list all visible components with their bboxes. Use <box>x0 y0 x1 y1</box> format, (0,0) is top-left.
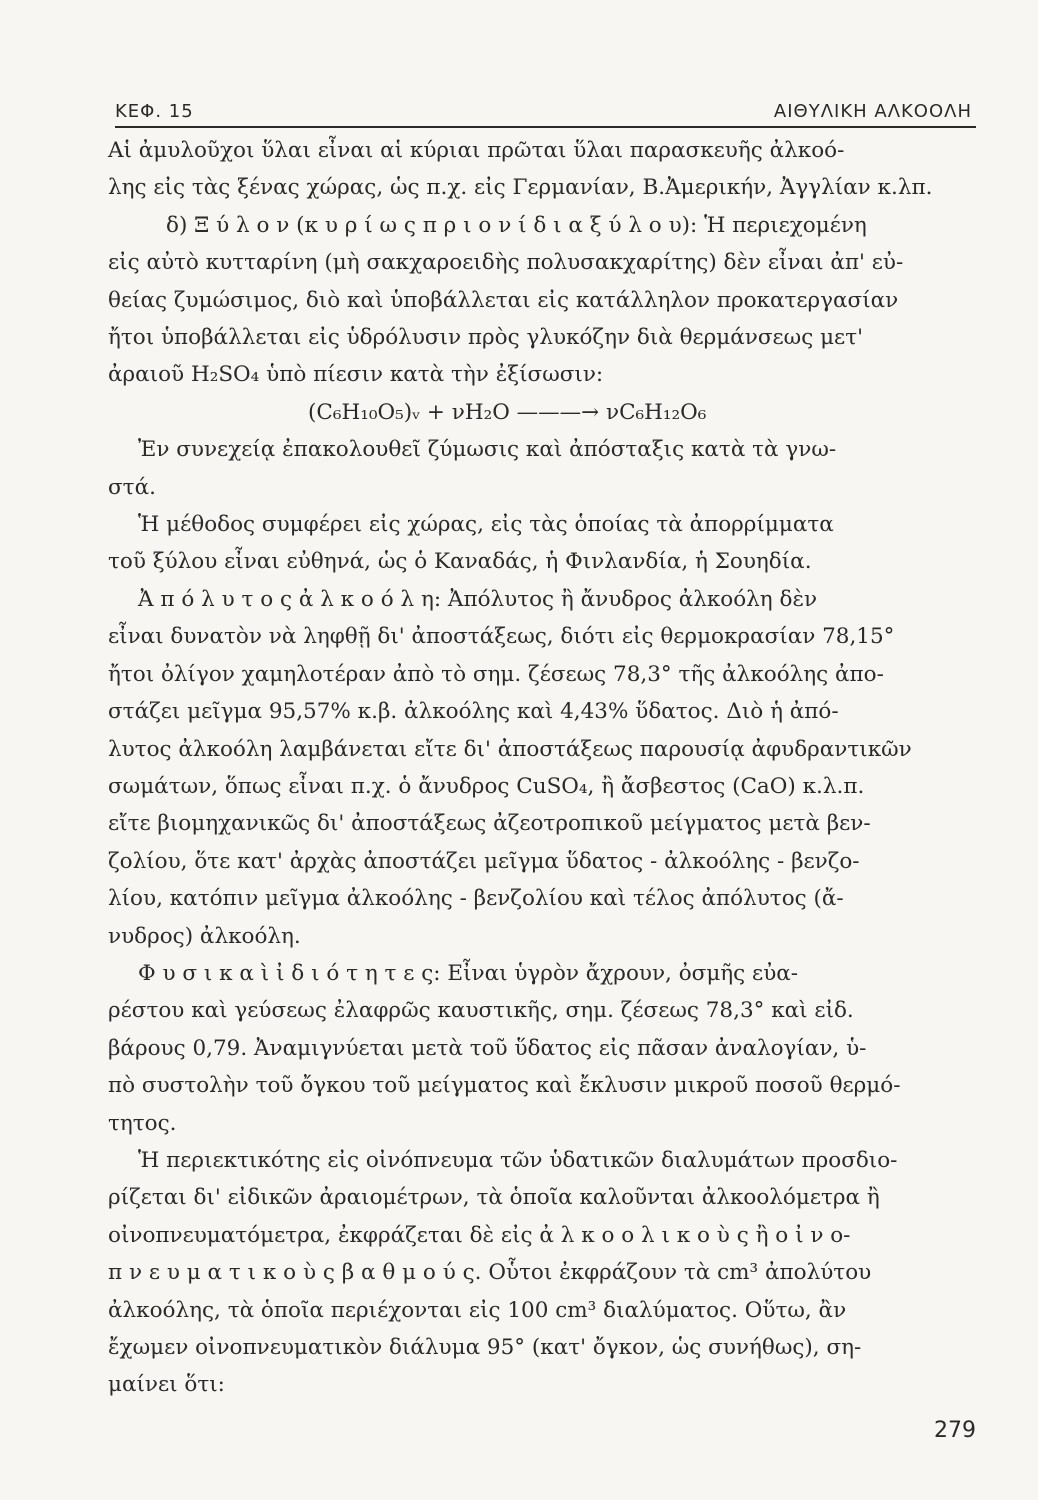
text-line: λης εἰς τὰς ξένας χώρας, ὡς π.χ. εἰς Γερμανίαν, Β.Ἀμερικήν, Ἀγγλίαν κ.λπ. <box>108 175 933 201</box>
chemical-equation: (C₆H₁₀O₅)ᵥ + νH₂O ———→ νC₆H₁₂O₆ <box>308 399 707 425</box>
text-line: στά. <box>108 474 156 500</box>
text-line: οἰνοπνευματόμετρα, ἐκφράζεται δὲ εἰς ἀ λ κ ο ο λ ι κ ο ὺ ς ἢ ο ἰ ν ο- <box>108 1222 851 1248</box>
text-line: σωμάτων, ὅπως εἶναι π.χ. ὁ ἄνυδρος CuSO₄, ἢ ἄσβεστος (CaO) κ.λ.π. <box>108 773 865 799</box>
text-line-section-xylon: δ) Ξ ύ λ ο ν (κ υ ρ ί ω ς π ρ ι ο ν ί δ ι α ξ ύ λ ο υ): Ἡ περιεχομένη <box>166 212 867 238</box>
text-line: βάρους 0,79. Ἀναμιγνύεται μετὰ τοῦ ὕδατος εἰς πᾶσαν ἀναλογίαν, ὑ- <box>108 1035 867 1061</box>
page-header <box>115 92 976 128</box>
text-line-section-absolute-alcohol: Ἀ π ό λ υ τ ο ς ἀ λ κ ο ό λ η: Ἀπόλυτος ἢ ἄνυδρος ἀλκοόλη δὲν <box>138 586 818 612</box>
text-line: Αἱ ἀμυλοῦχοι ὕλαι εἶναι αἱ κύριαι πρῶται ὕλαι παρασκευῆς ἀλκοό- <box>108 138 845 163</box>
text-line: εἴτε βιομηχανικῶς δι' ἀποστάξεως ἀζεοτροπικοῦ μείγματος μετὰ βεν- <box>108 811 871 837</box>
text-line: Ἡ μέθοδος συμφέρει εἰς χώρας, εἰς τὰς ὁποίας τὰ ἀπορρίμματα <box>138 512 834 538</box>
text-line: τητος. <box>108 1110 177 1136</box>
text-line: ἔχωμεν οἰνοπνευματικὸν διάλυμα 95° (κατ' ὄγκον, ὡς συνήθως), ση- <box>108 1335 862 1360</box>
text-line: στάζει μεῖγμα 95,57% κ.β. ἀλκοόλης καὶ 4,43% ὕδατος. Διὸ ἡ ἀπό- <box>108 699 839 725</box>
text-line: ζολίου, ὅτε κατ' ἀρχὰς ἀποστάζει μεῖγμα ὕδατος - ἀλκοόλης - βενζο- <box>108 848 860 874</box>
text-line: εἶναι δυνατὸν νὰ ληφθῇ δι' ἀποστάξεως, διότι εἰς θερμοκρασίαν 78,15° <box>108 624 895 650</box>
text-line: μαίνει ὅτι: <box>108 1372 225 1398</box>
text-line: Ἡ περιεκτικότης εἰς οἰνόπνευμα τῶν ὑδατικῶν διαλυμάτων προσδιο- <box>138 1147 898 1173</box>
page-number: 279 <box>934 1418 976 1443</box>
text-line-section-physical-properties: Φ υ σ ι κ α ὶ ἰ δ ι ό τ η τ ε ς: Εἶναι ὑγρὸν ἄχρουν, ὀσμῆς εὐα- <box>138 960 799 986</box>
text-line: πὸ συστολὴν τοῦ ὄγκου τοῦ μείγματος καὶ ἔκλυσιν μικροῦ ποσοῦ θερμό- <box>108 1073 901 1099</box>
text-line: θείας ζυμώσιμος, διὸ καὶ ὑποβάλλεται εἰς κατάλληλον προκατεργασίαν <box>108 287 899 313</box>
running-title: ΑΙΘΥΛΙΚΗ ΑΛΚΟΟΛΗ <box>773 101 972 122</box>
text-line: ἀραιοῦ H₂SO₄ ὑπὸ πίεσιν κατὰ τὴν ἐξίσωσιν: <box>108 362 604 388</box>
body-text <box>108 132 988 1404</box>
text-line: νυδρος) ἀλκοόλη. <box>108 923 301 949</box>
text-line: τοῦ ξύλου εἶναι εὐθηνά, ὡς ὁ Καναδάς, ἡ Φινλανδία, ἡ Σουηδία. <box>108 549 812 575</box>
text-line: ἤτοι ὑποβάλλεται εἰς ὑδρόλυσιν πρὸς γλυκόζην διὰ θερμάνσεως μετ' <box>108 325 863 351</box>
text-line: Ἐν συνεχείᾳ ἐπακολουθεῖ ζύμωσις καὶ ἀπόσταξις κατὰ τὰ γνω- <box>138 437 837 463</box>
text-line: λυτος ἀλκοόλη λαμβάνεται εἴτε δι' ἀποστάξεως παρουσίᾳ ἀφυδραντικῶν <box>108 736 912 762</box>
text-line: ἤτοι ὀλίγον χαμηλοτέραν ἀπὸ τὸ σημ. ζέσεως 78,3° τῆς ἀλκοόλης ἀπο- <box>108 661 884 687</box>
text-line: ρίζεται δι' εἰδικῶν ἀραιομέτρων, τὰ ὁποῖα καλοῦνται ἀλκοολόμετρα ἢ <box>108 1185 880 1211</box>
text-line: εἰς αὐτὸ κυτταρίνη (μὴ σακχαροειδὴς πολυσακχαρίτης) δὲν εἶναι ἀπ' εὐ- <box>108 250 904 276</box>
text-line: ρέστου καὶ γεύσεως ἐλαφρῶς καυστικῆς, σημ. ζέσεως 78,3° καὶ εἰδ. <box>108 998 854 1024</box>
chapter-label: ΚΕΦ. 15 <box>115 101 194 122</box>
text-line: π ν ε υ μ α τ ι κ ο ὺ ς β α θ μ ο ύ ς. Οὗτοι ἐκφράζουν τὰ cm³ ἀπολύτου <box>108 1260 872 1286</box>
text-line: ἀλκοόλης, τὰ ὁποῖα περιέχονται εἰς 100 cm³ διαλύματος. Οὕτω, ἂν <box>108 1297 847 1323</box>
text-line: λίου, κατόπιν μεῖγμα ἀλκοόλης - βενζολίου καὶ τέλος ἀπόλυτος (ἄ- <box>108 886 844 912</box>
